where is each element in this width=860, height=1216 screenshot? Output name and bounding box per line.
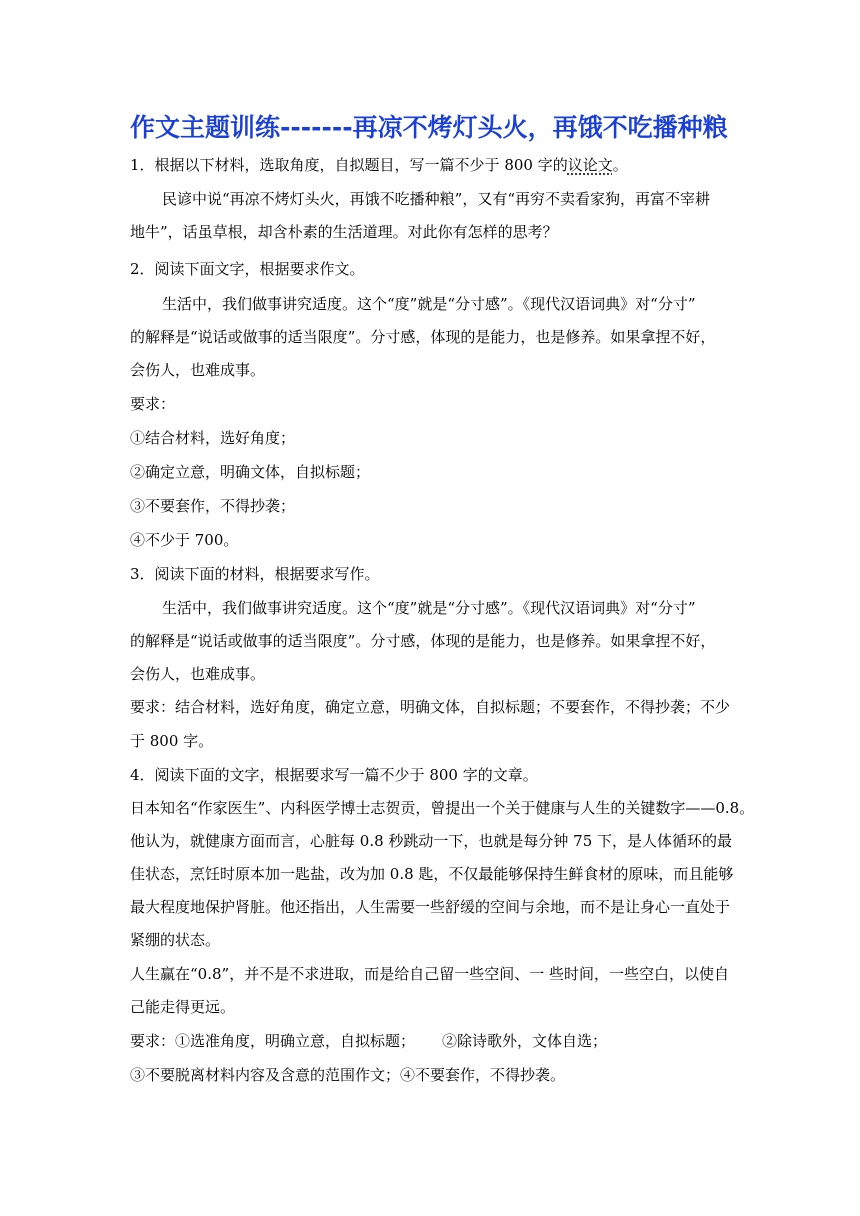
q3-prompt: 3．阅读下面的材料，根据要求写作。 [130, 565, 380, 583]
q4-requirement-item: ③不要脱离材料内容及含意的范围作文；④不要套作，不得抄袭。 [130, 1066, 566, 1084]
q3-material-line: 生活中，我们做事讲究适度。这个“度”就是“分寸感”。《现代汉语词典》对“分寸” [162, 599, 696, 617]
q2-prompt: 2．阅读下面文字，根据要求作文。 [130, 260, 365, 278]
q4-material-line: 日本知名“作家医生”、内科医学博士志贺贡，曾提出一个关于健康与人生的关键数字——0.8。 [130, 799, 755, 817]
q3-requirements: 要求：结合材料，选好角度，确定立意，明确文体，自拟标题；不要套作，不得抄袭；不少 [130, 698, 731, 716]
q4-material-line: 人生赢在“0.8”，并不是不求进取，而是给自己留一些空间、一 些时间，一些空白，以使自 [130, 965, 729, 983]
q1-prompt-text: 1．根据以下材料，选取角度，自拟题目，写一篇不少于 800 字的 [130, 156, 568, 174]
q1-prompt-emphasis: 议论文 [567, 156, 613, 174]
q4-material-line: 他认为，就健康方面而言，心脏每 0.8 秒跳动一下，也就是每分钟 75 下，是人体循环的最 [130, 832, 733, 850]
q4-material-line: 紧绷的状态。 [130, 931, 221, 949]
q3-requirements-cont: 于 800 字。 [130, 732, 214, 750]
q2-requirements-label: 要求： [130, 395, 176, 413]
q2-material-line: 的解释是“说话或做事的适当限度”。分寸感，体现的是能力，也是修养。如果拿捏不好， [130, 328, 716, 346]
q3-material-line: 会伤人，也难成事。 [130, 665, 266, 683]
q4-requirements [130, 1031, 740, 1051]
q4-requirement-item: ②除诗歌外，文体自选； [442, 1032, 608, 1050]
q1-material-line: 地牛”，话虽草根，却含朴素的生活道理。对此你有怎样的思考？ [130, 223, 558, 241]
q2-requirement-item: ④不少于 700。 [130, 531, 239, 549]
q4-requirement-item: 要求：①选准角度，明确立意，自拟标题； [130, 1032, 416, 1050]
q4-material-line: 佳状态，烹饪时原本加一匙盐，改为加 0.8 匙，不仅最能够保持生鲜食材的原味，而且能够 [130, 865, 734, 883]
q2-material-line: 生活中，我们做事讲究适度。这个“度”就是“分寸感”。《现代汉语词典》对“分寸” [162, 295, 696, 313]
q4-prompt: 4．阅读下面的文字，根据要求写一篇不少于 800 字的文章。 [130, 766, 538, 784]
q2-requirement-item: ①结合材料，选好角度； [130, 429, 296, 447]
q2-requirement-item: ③不要套作，不得抄袭； [130, 497, 296, 515]
q1-prompt-end: 。 [612, 156, 628, 174]
page-title: 作文主题训练-------再凉不烤灯头火，再饿不吃播种粮 [130, 113, 728, 142]
q2-requirement-item: ②确定立意，明确文体，自拟标题； [130, 463, 371, 481]
q3-material-line: 的解释是“说话或做事的适当限度”。分寸感，体现的是能力，也是修养。如果拿捏不好， [130, 632, 716, 650]
q2-material-line: 会伤人，也难成事。 [130, 361, 266, 379]
q1-material-line: 民谚中说“再凉不烤灯头火，再饿不吃播种粮”，又有“再穷不卖看家狗，再富不宰耕 [162, 190, 711, 208]
q1-prompt [130, 155, 740, 175]
q4-material-line: 己能走得更远。 [130, 998, 236, 1016]
q4-material-line: 最大程度地保护肾脏。他还指出，人生需要一些舒缓的空间与余地，而不是让身心一直处于 [130, 898, 731, 916]
